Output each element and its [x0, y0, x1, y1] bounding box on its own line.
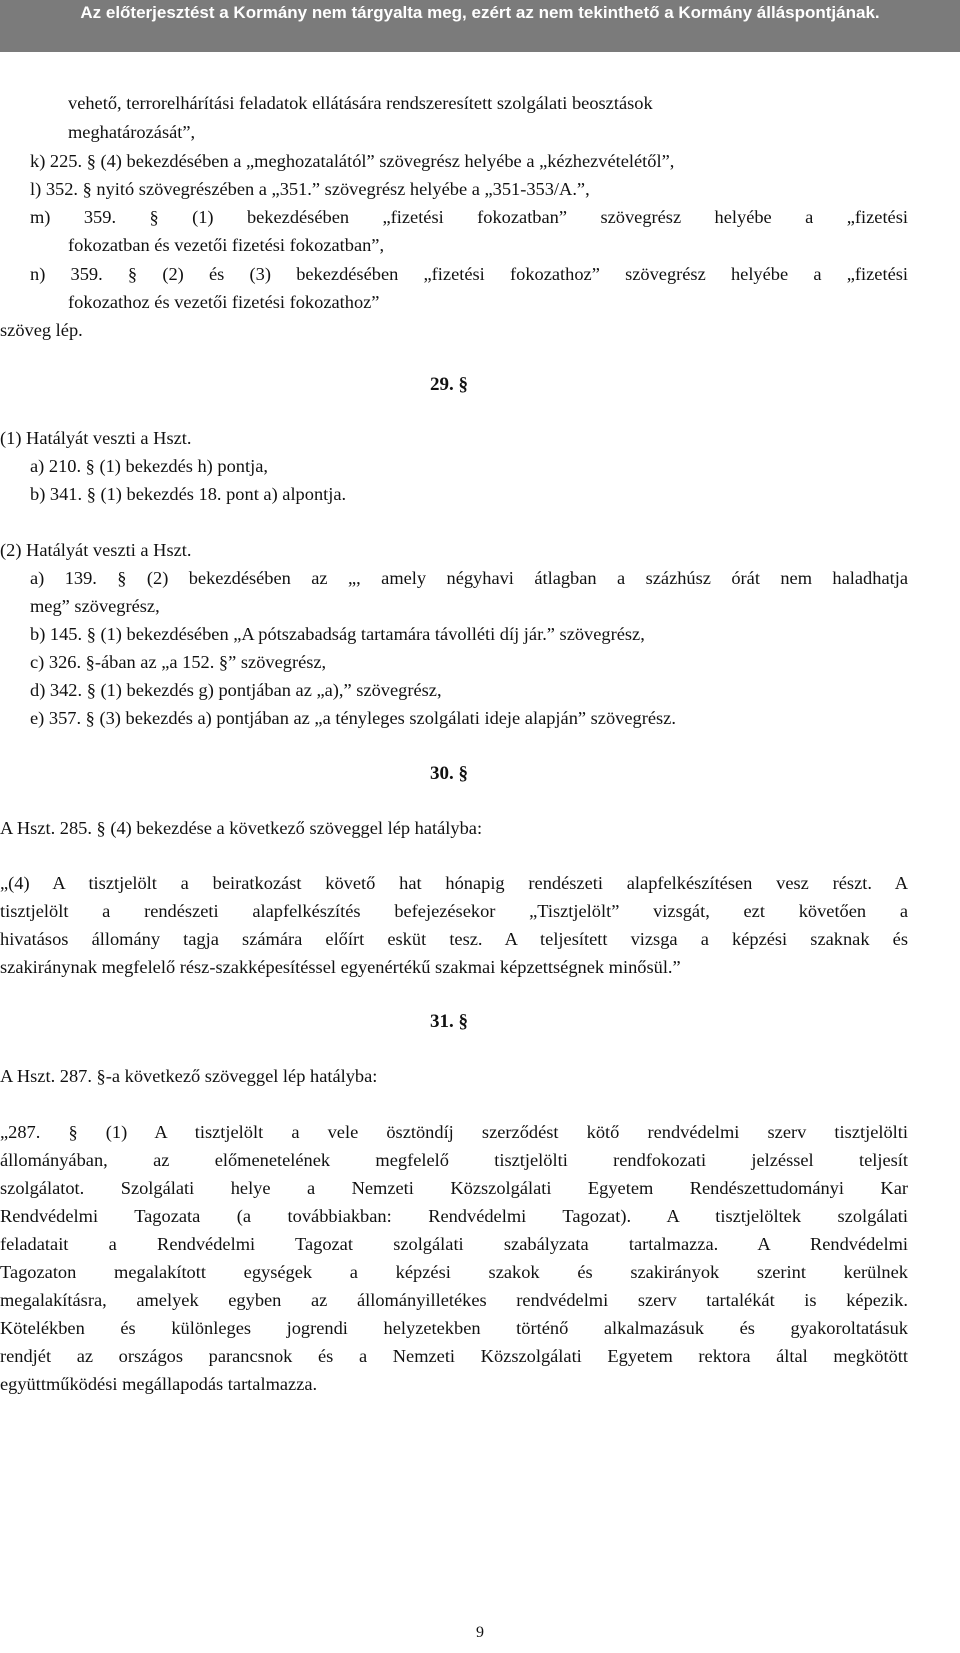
text-line: (2) Hatályát veszti a Hszt. — [0, 540, 192, 560]
disclaimer-banner: Az előterjesztést a Kormány nem tárgyalta meg, ezért az nem tekinthető a Kormány álláspontjának. — [0, 0, 960, 52]
text-line: szolgálatot. Szolgálati helye a Nemzeti Közszolgálati Egyetem Rendészettudományi Kar — [0, 1178, 908, 1198]
text-line: c) 326. §-ában az „a 152. §” szövegrész, — [30, 652, 327, 672]
text-line: „(4) A tisztjelölt a beiratkozást követő hat hónapig rendészeti alapfelkészítésen vesz részt. A — [0, 873, 908, 893]
text-line: szöveg lép. — [0, 320, 83, 340]
text-line: tisztjelölt a rendészeti alapfelkészítés befejezésekor „Tisztjelölt” vizsgát, ezt követően a — [0, 901, 908, 921]
text-line: A Hszt. 287. §-a következő szöveggel lép hatályba: — [0, 1066, 378, 1086]
text-line: Tagozaton megalakított egységek a képzési szakok és szakirányok szerint kerülnek — [0, 1262, 908, 1282]
text-line: k) 225. § (4) bekezdésében a „meghozatalától” szövegrész helyébe a „kézhezvételétől”, — [30, 151, 675, 171]
text-line: rendjét az országos parancsnok és a Nemzeti Közszolgálati Egyetem rektora által megkötött — [0, 1346, 908, 1366]
text-line: A Hszt. 285. § (4) bekezdése a következő szöveggel lép hatályba: — [0, 818, 483, 838]
section-heading-30: 30. § — [430, 763, 468, 784]
text-line: együttműködési megállapodás tartalmazza. — [0, 1374, 318, 1394]
text-line: Rendvédelmi Tagozata (a továbbiakban: Rendvédelmi Tagozat). A tisztjelöltek szolgálati — [0, 1206, 908, 1226]
text-line: a) 139. § (2) bekezdésében az „, amely négyhavi átlagban a százhúsz órát nem haladhatja — [30, 568, 908, 588]
text-line: a) 210. § (1) bekezdés h) pontja, — [30, 456, 268, 476]
text-line: állományában, az előmenetelének megfelelő tisztjelölti rendfokozati jelzéssel teljesít — [0, 1150, 908, 1170]
section-heading-31: 31. § — [430, 1011, 468, 1032]
section-heading-29: 29. § — [430, 374, 468, 395]
text-line: fokozatban és vezetői fizetési fokozatban”, — [68, 235, 385, 255]
text-line: (1) Hatályát veszti a Hszt. — [0, 428, 192, 448]
text-line: d) 342. § (1) bekezdés g) pontjában az „a),” szövegrész, — [30, 680, 442, 700]
text-line: n) 359. § (2) és (3) bekezdésében „fizetési fokozathoz” szövegrész helyébe a „fizetési — [30, 264, 908, 284]
text-line: m) 359. § (1) bekezdésében „fizetési fokozatban” szövegrész helyébe a „fizetési — [30, 207, 908, 227]
text-line: Kötelékben és különleges jogrendi helyzetekben történő alkalmazásuk és gyakoroltatásuk — [0, 1318, 908, 1338]
text-line: meg” szövegrész, — [30, 596, 160, 616]
text-line: meghatározását”, — [68, 122, 196, 142]
page-number: 9 — [476, 1624, 484, 1641]
text-line: fokozathoz és vezetői fizetési fokozathoz” — [68, 292, 380, 312]
text-line: szakiránynak megfelelő rész-szakképesítéssel egyenértékű szakmai képzettségnek minősül.” — [0, 957, 681, 977]
text-line: vehető, terrorelhárítási feladatok ellátására rendszeresített szolgálati beosztások — [68, 93, 653, 113]
text-line: b) 341. § (1) bekezdés 18. pont a) alpontja. — [30, 484, 347, 504]
text-line: megalakításra, amelyek egyben az állományilletékes rendvédelmi szerv tartalékát is képezik. — [0, 1290, 908, 1310]
text-line: hivatásos állomány tagja számára előírt esküt tesz. A teljesített vizsga a képzési szaknak és — [0, 929, 908, 949]
text-line: „287. § (1) A tisztjelölt a vele ösztöndíj szerződést kötő rendvédelmi szerv tisztjelölti — [0, 1122, 908, 1142]
text-line: b) 145. § (1) bekezdésében „A pótszabadság tartamára távolléti díj jár.” szövegrész, — [30, 624, 645, 644]
text-line: l) 352. § nyitó szövegrészében a „351.” szövegrész helyébe a „351-353/A.”, — [30, 179, 590, 199]
text-line: feladatait a Rendvédelmi Tagozat szolgálati szabályzata tartalmazza. A Rendvédelmi — [0, 1234, 908, 1254]
text-line: e) 357. § (3) bekezdés a) pontjában az „a tényleges szolgálati ideje alapján” szövegrész. — [30, 708, 676, 728]
